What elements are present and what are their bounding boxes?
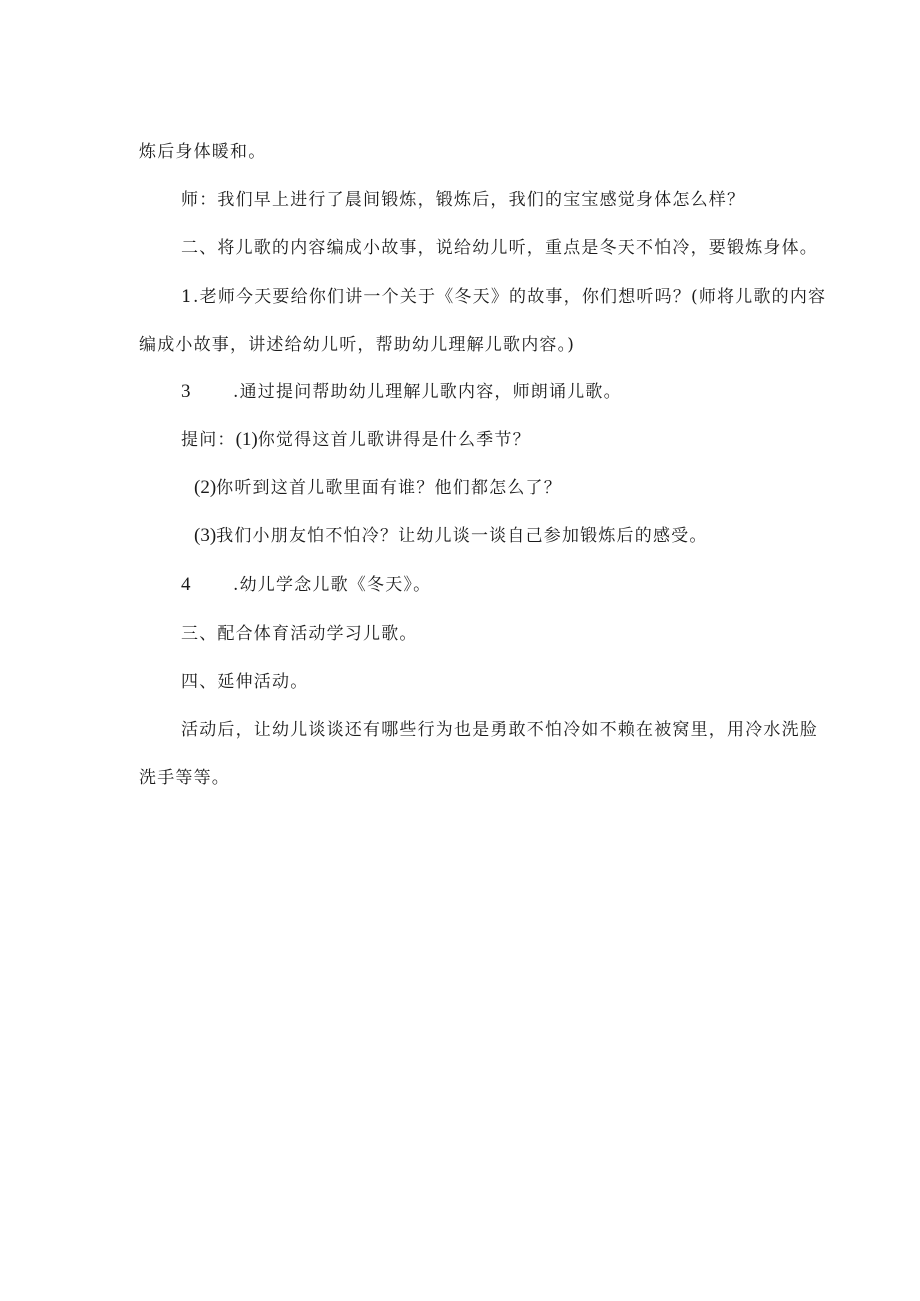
question-3-text: 我们小朋友怕不怕冷？让幼儿谈一谈自己参加锻炼后的感受。	[216, 526, 708, 546]
text-line-activity: 活动后，让幼儿谈谈还有哪些行为也是勇敢不怕冷如不赖在被窝里，用冷水洗脸	[181, 720, 818, 740]
text-line-activity-cont: 洗手等等。	[139, 768, 230, 788]
text-line-1: 炼后身体暖和。	[139, 142, 267, 162]
text-line-4: 1.老师今天要给你们讲一个关于《冬天》的故事，你们想听吗？(师将儿歌的内容	[181, 287, 827, 307]
question-number-1: (1)	[235, 429, 258, 450]
text-line-2: 师：我们早上进行了晨间锻炼，锻炼后，我们的宝宝感觉身体怎么样？	[181, 190, 746, 210]
item-4-text: .幼儿学念儿歌《冬天》。	[233, 575, 432, 595]
question-line-1	[181, 428, 531, 452]
item-3-text: .通过提问帮助幼儿理解儿歌内容，师朗诵儿歌。	[233, 382, 622, 402]
question-2-text: 你听到这首儿歌里面有谁？他们都怎么了？	[216, 478, 562, 498]
list-item-4	[181, 573, 431, 597]
question-prefix: 提问：	[181, 430, 236, 450]
item-number-4: 4	[181, 574, 191, 595]
list-item-3	[181, 380, 622, 404]
text-line-section-4: 四、延伸活动。	[181, 672, 309, 692]
question-line-2	[194, 476, 562, 500]
question-number-2: (2)	[194, 477, 217, 498]
text-line-5: 编成小故事，讲述给幼儿听，帮助幼儿理解儿歌内容。)	[139, 335, 576, 355]
question-number-3: (3)	[194, 525, 217, 546]
text-line-section-3: 三、配合体育活动学习儿歌。	[181, 624, 418, 644]
text-line-3: 二、将儿歌的内容编成小故事，说给幼儿听，重点是冬天不怕冷，要锻炼身体。	[181, 238, 818, 258]
item-number-3: 3	[181, 381, 191, 402]
question-1-text: 你觉得这首儿歌讲得是什么季节？	[257, 430, 531, 450]
question-line-3	[194, 524, 708, 548]
